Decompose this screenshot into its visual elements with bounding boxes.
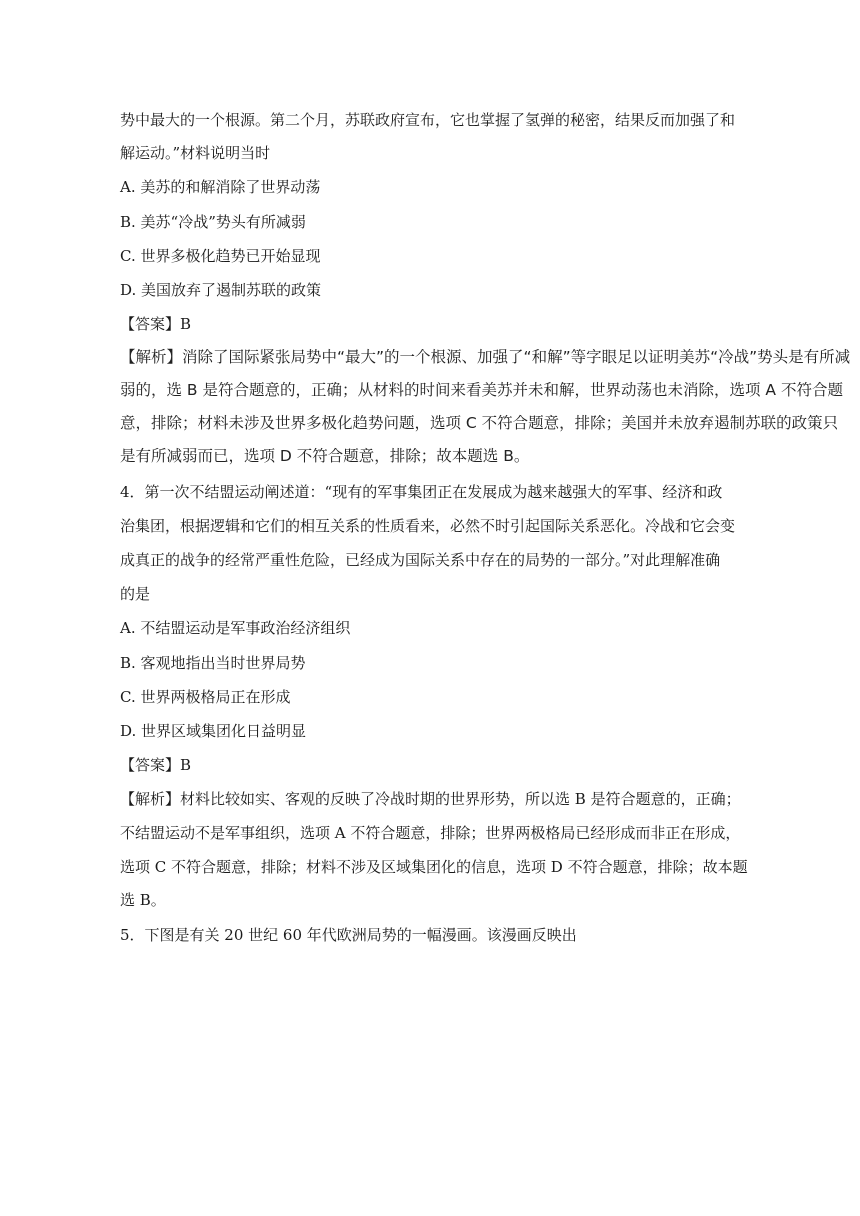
q3-answer: 【答案】B xyxy=(120,315,192,333)
q3-option-b: B. 美苏“冷战”势头有所减弱 xyxy=(120,213,306,231)
q4-option-c: C. 世界两极格局正在形成 xyxy=(120,688,291,706)
q3-option-c: C. 世界多极化趋势已开始显现 xyxy=(120,247,321,265)
q4-option-b: B. 客观地指出当时世界局势 xyxy=(120,654,306,672)
q4-stem-line-3: 成真正的战争的经常严重性危险，已经成为国际关系中存在的局势的一部分。”对此理解准确 xyxy=(120,551,721,569)
q4-stem-line-2: 治集团，根据逻辑和它们的相互关系的性质看来，必然不时引起国际关系恶化。冷战和它会变 xyxy=(120,517,736,535)
q4-analysis-line-4: 选 B。 xyxy=(120,891,166,909)
q4-analysis-line-3: 选项 C 不符合题意，排除；材料不涉及区域集团化的信息，选项 D 不符合题意，排除；故本题 xyxy=(120,858,748,876)
q5-stem-line-1: 5．下图是有关 20 世纪 60 年代欧洲局势的一幅漫画。该漫画反映出 xyxy=(120,926,577,944)
q3-analysis-line-1: 【解析】消除了国际紧张局势中“最大”的一个根源、加强了“和解”等字眼足以证明美苏“冷战”势头是有所减 xyxy=(120,348,851,366)
q3-analysis-line-2: 弱的，选 B 是符合题意的，正确；从材料的时间来看美苏并未和解，世界动荡也未消除，选项 A 不符合题 xyxy=(120,381,843,399)
q3-option-d: D. 美国放弃了遏制苏联的政策 xyxy=(120,281,322,299)
q3-analysis-line-4: 是有所减弱而已，选项 D 不符合题意，排除；故本题选 B。 xyxy=(120,447,530,465)
q4-option-d: D. 世界区域集团化日益明显 xyxy=(120,722,307,740)
q3-stem-line-2: 解运动。”材料说明当时 xyxy=(120,144,271,162)
q4-option-a: A. 不结盟运动是军事政治经济组织 xyxy=(120,619,351,637)
q4-analysis-line-2: 不结盟运动不是军事组织，选项 A 不符合题意，排除；世界两极格局已经形成而非正在形成， xyxy=(120,824,741,842)
q4-analysis-line-1: 【解析】材料比较如实、客观的反映了冷战时期的世界形势，所以选 B 是符合题意的，正确； xyxy=(120,790,741,808)
q3-analysis-line-3: 意，排除；材料未涉及世界多极化趋势问题，选项 C 不符合题意，排除；美国并未放弃遏制苏联的政策只 xyxy=(120,414,839,432)
q3-stem-line-1: 势中最大的一个根源。第二个月，苏联政府宣布，它也掌握了氢弹的秘密，结果反而加强了和 xyxy=(120,111,736,129)
q4-answer: 【答案】B xyxy=(120,756,192,774)
q4-stem-line-1: 4．第一次不结盟运动阐述道：“现有的军事集团正在发展成为越来越强大的军事、经济和政 xyxy=(120,483,723,501)
q3-option-a: A. 美苏的和解消除了世界动荡 xyxy=(120,178,321,196)
q4-stem-line-4: 的是 xyxy=(120,585,151,603)
